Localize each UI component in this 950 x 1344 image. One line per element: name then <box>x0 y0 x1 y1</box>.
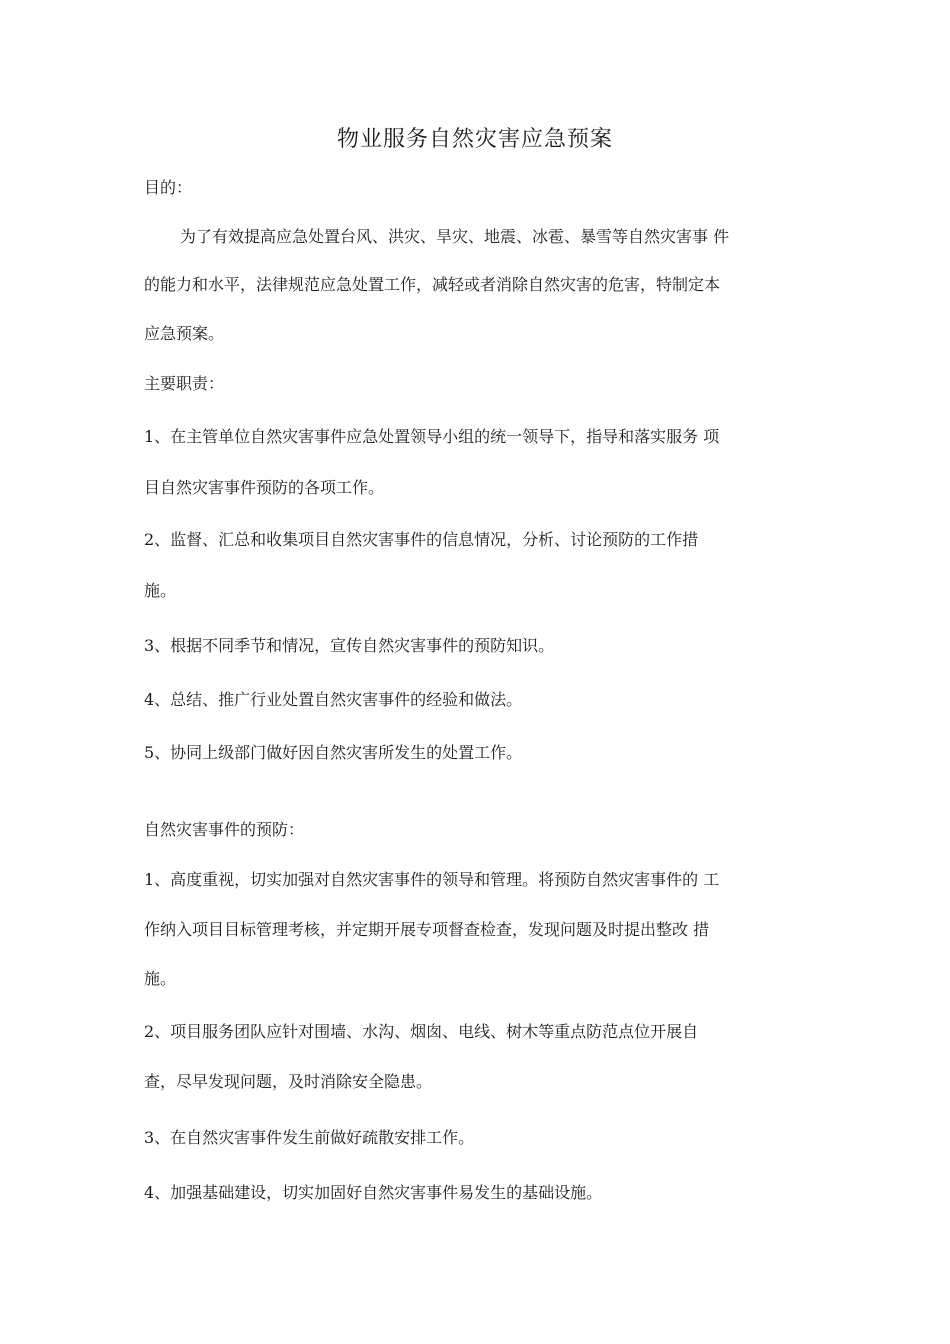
duty-line-3: 2、监督、汇总和收集项目自然灾害事件的信息情况，分析、讨论预防的工作措 <box>144 530 699 549</box>
purpose-line-1: 为了有效提高应急处置台风、洪灾、旱灾、地震、冰雹、暴雪等自然灾害事 件 <box>180 227 730 246</box>
prevention-line-5: 查，尽早发现问题，及时消除安全隐患。 <box>144 1072 433 1091</box>
purpose-heading: 目的： <box>144 178 193 197</box>
duty-line-4: 施。 <box>144 581 177 600</box>
document-title: 物业服务自然灾害应急预案 <box>336 127 613 152</box>
duty-line-1: 1、在主管单位自然灾害事件应急处置领导小组的统一领导下，指导和落实服务 项 <box>144 427 720 446</box>
prevention-heading: 自然灾害事件的预防： <box>144 820 305 839</box>
prevention-line-2: 作纳入项目目标管理考核，并定期开展专项督查检查，发现问题及时提出整改 措 <box>144 920 710 939</box>
prevention-line-6: 3、在自然灾害事件发生前做好疏散安排工作。 <box>144 1128 475 1147</box>
prevention-line-1: 1、高度重视，切实加强对自然灾害事件的领导和管理。将预防自然灾害事件的 工 <box>144 870 720 889</box>
purpose-line-3: 应急预案。 <box>144 324 225 343</box>
duty-line-6: 4、总结、推广行业处置自然灾害事件的经验和做法。 <box>144 690 523 709</box>
duty-line-2: 目自然灾害事件预防的各项工作。 <box>144 478 385 497</box>
prevention-line-4: 2、项目服务团队应针对围墙、水沟、烟囱、电线、树木等重点防范点位开展自 <box>144 1022 699 1041</box>
purpose-line-2: 的能力和水平，法律规范应急处置工作，减轻或者消除自然灾害的危害，特制定本 <box>144 275 721 294</box>
duty-line-7: 5、协同上级部门做好因自然灾害所发生的处置工作。 <box>144 743 523 762</box>
prevention-line-7: 4、加强基础建设，切实加固好自然灾害事件易发生的基础设施。 <box>144 1183 603 1202</box>
duties-heading: 主要职责： <box>144 374 225 393</box>
prevention-line-3: 施。 <box>144 969 177 988</box>
duty-line-5: 3、根据不同季节和情况，宣传自然灾害事件的预防知识。 <box>144 636 555 655</box>
